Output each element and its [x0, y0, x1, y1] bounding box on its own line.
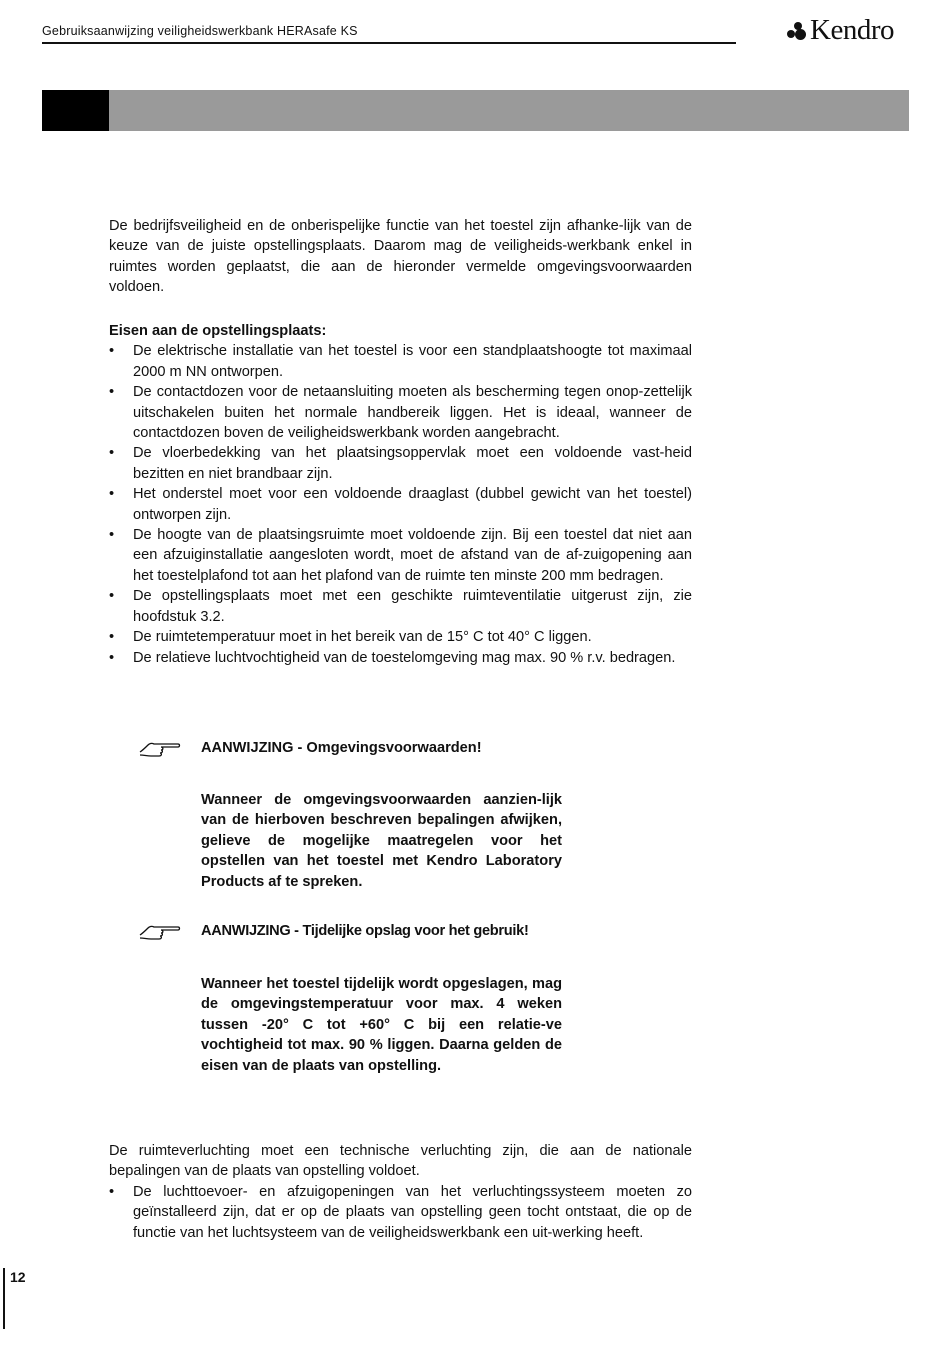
kendro-logo: [787, 14, 894, 46]
list-item: [109, 341, 692, 382]
note-body: Wanneer het toestel tijdelijk wordt opgeslagen, mag de omgevingstemperatuur voor max. 4 weken tussen -20° C tot +60° C bij een relatie-ve vochtigheid tot max. 90 % liggen. Daarna gelden de eisen van de plaats van opstelling.: [201, 976, 562, 1074]
pointing-hand-icon: [139, 740, 181, 760]
note-title: AANWIJZING - Tijdelijke opslag voor het gebruik!: [201, 923, 529, 939]
list-item-text: Het onderstel moet voor een voldoende draaglast (dubbel gewicht van het toestel) ontworpen zijn.: [133, 486, 692, 523]
list-item: [109, 484, 692, 525]
bullet: •: [109, 588, 115, 605]
list-item-text: De vloerbedekking van het plaatsingsoppervlak moet een voldoende vast-heid bezitten en niet brandbaar zijn.: [133, 445, 692, 482]
note-environment: [139, 740, 579, 900]
requirements-heading: Eisen aan de opstellingsplaats:: [109, 323, 327, 339]
list-item: [109, 382, 692, 443]
list-item-text: De ruimtetemperatuur moet in het bereik van de 15° C tot 40° C liggen.: [133, 629, 592, 646]
bullet: •: [109, 384, 115, 401]
page-number-rule: [3, 1268, 5, 1329]
list-item-text: De elektrische installatie van het toestel is voor een standplaatshoogte tot maximaal 2000 m NN ontworpen.: [133, 343, 692, 380]
bullet: •: [109, 527, 115, 544]
note-temporary-storage: [139, 923, 579, 1083]
list-item-text: De contactdozen voor de netaansluiting moeten als bescherming tegen onop-zettelijk uitschakelen buiten het normale handbereik liggen. Het is ideaal, wanneer de contactdozen boven de veiligheidswerkbank worden aangebracht.: [133, 384, 692, 442]
list-item-text: De relatieve luchtvochtigheid van de toestelomgeving mag max. 90 % r.v. bedragen.: [133, 649, 676, 666]
page-number: 12: [10, 1269, 26, 1285]
list-item: [109, 443, 692, 484]
bullet: •: [109, 343, 115, 360]
note-body: Wanneer de omgevingsvoorwaarden aanzien-lijk van de hierboven beschreven bepalingen afwijken, gelieve de mogelijke maatregelen voor het opstellen van het toestel met Kendro Laboratory Products af te spreken.: [201, 792, 562, 890]
bullet: •: [109, 1183, 115, 1200]
list-item-text: De hoogte van de plaatsingsruimte moet voldoende zijn. Bij een toestel dat niet aan een afzuiginstallatie aangesloten wordt, moet de afstand van de af-zuigopening aan het toestelplafond tot aan het plafond van de ruimte ten minste 200 mm bedragen.: [133, 527, 692, 584]
pointing-hand-icon: [139, 923, 181, 943]
ventilation-list: [109, 1182, 692, 1243]
list-item-text: De luchttoevoer- en afzuigopeningen van het verluchtingssysteem moeten zo geïnstalleerd zijn, dat er op de plaats van opstelling geen tocht ontstaat, die op de functie van het luchtsysteem van de veiligheidswerkbank een uit-werking heeft.: [133, 1183, 692, 1241]
bullet: •: [109, 445, 115, 462]
logo-text: Kendro: [810, 13, 894, 46]
list-item: [109, 627, 692, 647]
requirements-section: [109, 321, 692, 668]
list-item: [109, 586, 692, 627]
list-item: [109, 525, 692, 586]
bullet: •: [109, 486, 115, 503]
logo-dots-icon: [787, 20, 809, 40]
header-rule: [42, 42, 736, 44]
list-item: [109, 1182, 692, 1243]
list-item-text: De opstellingsplaats moet met een geschikte ruimteventilatie uitgerust zijn, zie hoofdstuk 3.2.: [133, 588, 692, 625]
ventilation-paragraph: De ruimteverluchting moet een technische verluchting zijn, die aan de nationale bepalingen van de plaats van opstelling voldoet.: [109, 1143, 692, 1180]
section-header-bar: [42, 90, 909, 131]
bullet: •: [109, 629, 115, 646]
bullet: •: [109, 649, 115, 666]
requirements-list: [109, 341, 692, 668]
document-header-title: Gebruiksaanwijzing veiligheidswerkbank HERAsafe KS: [42, 24, 358, 38]
intro-section: [109, 216, 692, 298]
list-item: [109, 648, 692, 668]
ventilation-section: [109, 1141, 692, 1243]
section-header-block: [42, 90, 109, 131]
note-title: AANWIJZING - Omgevingsvoorwaarden!: [201, 740, 482, 756]
intro-paragraph: De bedrijfsveiligheid en de onberispelijke functie van het toestel zijn afhanke-lijk van de keuze van de juiste opstellingsplaats. Daarom mag de veiligheids-werkbank enkel in ruimtes worden geplaatst, die aan de hieronder vermelde omgevingsvoorwaarden voldoen.: [109, 218, 692, 296]
